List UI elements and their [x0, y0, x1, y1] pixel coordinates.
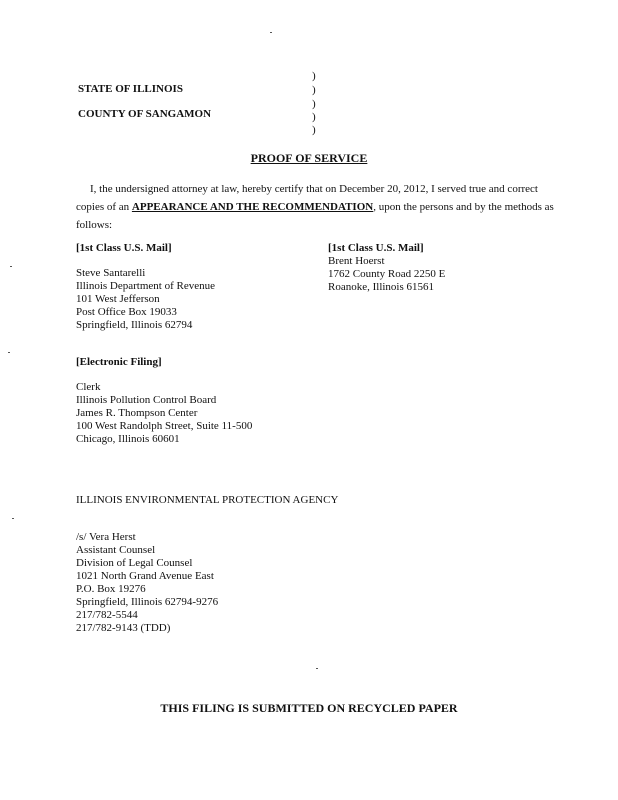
scan-speck — [10, 266, 12, 267]
caption-paren: ) — [312, 111, 316, 123]
caption-paren: ) — [312, 70, 316, 82]
address-line: Steve Santarelli — [76, 267, 146, 279]
agency-name: ILLINOIS ENVIRONMENTAL PROTECTION AGENCY — [76, 494, 339, 506]
address-line: 100 West Randolph Street, Suite 11-500 — [76, 420, 253, 432]
address-line: Springfield, Illinois 62794 — [76, 319, 193, 331]
county-caption: COUNTY OF SANGAMON — [78, 108, 212, 120]
address-line: Brent Hoerst — [328, 255, 385, 267]
service-block-left — [76, 242, 215, 332]
served-documents: APPEARANCE AND THE RECOMMENDATION — [131, 201, 374, 213]
certification-paragraph — [76, 180, 556, 234]
scan-speck — [270, 32, 272, 33]
recycled-paper-notice: THIS FILING IS SUBMITTED ON RECYCLED PAPER — [160, 701, 458, 715]
signature-line: Springfield, Illinois 62794-9276 — [76, 596, 219, 608]
caption-paren: ) — [312, 84, 316, 96]
scan-speck — [316, 668, 318, 669]
address-line: Post Office Box 19033 — [76, 306, 177, 318]
address-line: 101 West Jefferson — [76, 293, 160, 305]
signature-line: Assistant Counsel — [76, 544, 156, 556]
certification-lead: I, the undersigned attorney at law, hereby certify that on December 20, 2012, I served true and correct copies of an — [76, 183, 538, 213]
state-caption: STATE OF ILLINOIS — [78, 83, 183, 95]
page-title: PROOF OF SERVICE — [250, 151, 368, 165]
electronic-filing-block — [76, 356, 252, 446]
certification-tail: , upon the persons and by the methods as follows: — [76, 201, 554, 231]
service-method-label: [1st Class U.S. Mail] — [76, 242, 172, 254]
address-line: Illinois Department of Revenue — [76, 280, 215, 292]
address-line: 1762 County Road 2250 E — [328, 268, 446, 280]
address-line: Chicago, Illinois 60601 — [76, 433, 180, 445]
signature-line: 217/782-9143 (TDD) — [76, 622, 171, 634]
signature-line: 1021 North Grand Avenue East — [76, 570, 214, 582]
service-method-label: [1st Class U.S. Mail] — [328, 242, 424, 254]
scan-speck — [12, 518, 14, 519]
service-block-right — [328, 242, 445, 294]
address-line: Clerk — [76, 381, 101, 393]
address-line: James R. Thompson Center — [76, 407, 198, 419]
service-method-label: [Electronic Filing] — [76, 356, 162, 368]
caption-paren: ) — [312, 124, 316, 136]
signature-line: /s/ Vera Herst — [76, 531, 136, 543]
signature-line: Division of Legal Counsel — [76, 557, 193, 569]
address-line: Illinois Pollution Control Board — [76, 394, 217, 406]
scan-speck — [8, 352, 10, 353]
signature-line: P.O. Box 19276 — [76, 583, 146, 595]
caption-paren: ) — [312, 98, 316, 110]
signature-line: 217/782-5544 — [76, 609, 138, 621]
agency-signature-block — [76, 494, 338, 635]
address-line: Roanoke, Illinois 61561 — [328, 281, 435, 293]
